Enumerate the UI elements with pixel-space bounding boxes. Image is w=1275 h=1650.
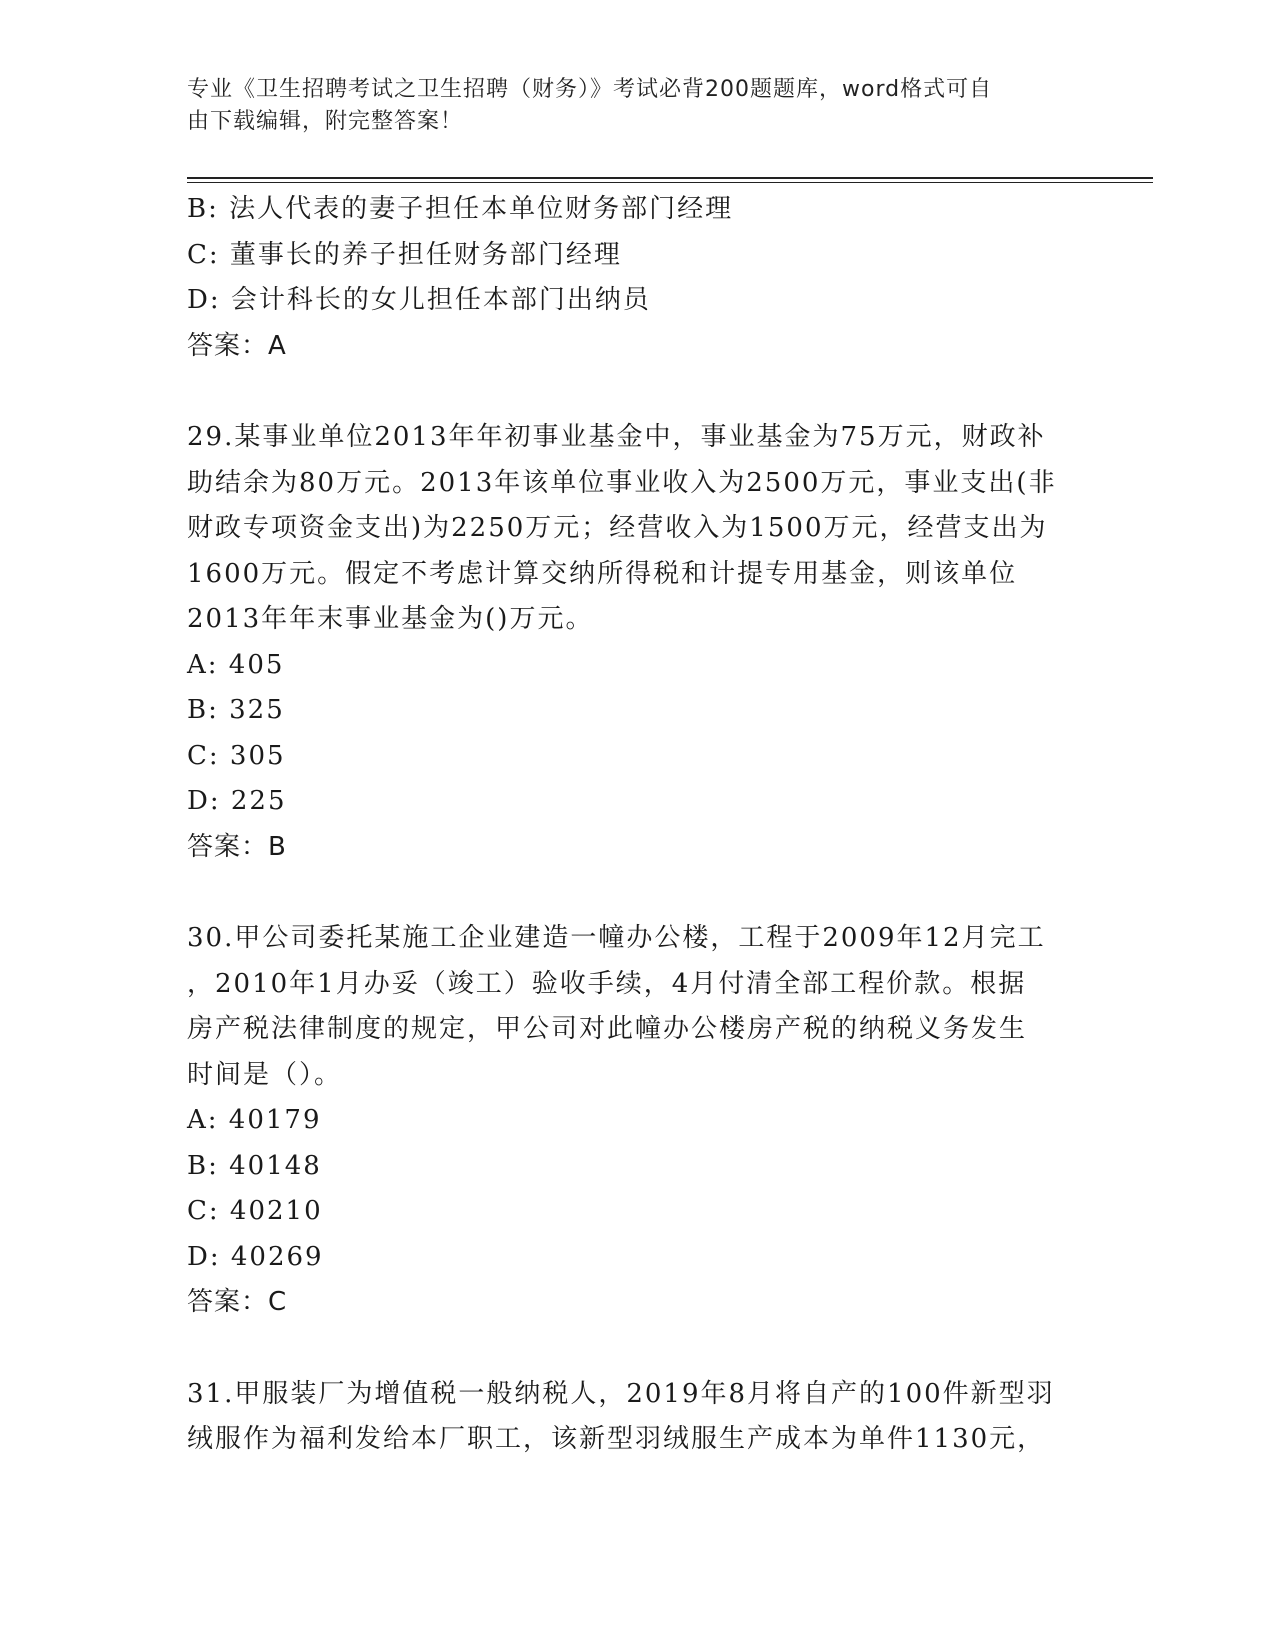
question-gap [187, 1326, 1087, 1372]
question-28 [187, 187, 1087, 369]
question-gap [187, 870, 1087, 916]
stem-line: 31.甲服装厂为增值税一般纳税人，2019年8月将自产的100件新型羽 [187, 1378, 1055, 1409]
stem-line: 30.甲公司委托某施工企业建造一幢办公楼，工程于2009年12月完工 [187, 923, 1046, 953]
stem-line: 绒服作为福利发给本厂职工，该新型羽绒服生产成本为单件1130元， [187, 1424, 1046, 1454]
stem-line: 2013年年末事业基金为()万元。 [187, 604, 594, 634]
answer-line: 答案：A [187, 330, 287, 361]
option-line: C: 40210 [187, 1196, 323, 1226]
answer-line: 答案：C [187, 1287, 288, 1317]
header-line-2: 由下载编辑，附完整答案！ [187, 109, 464, 134]
question-30 [187, 916, 1087, 1326]
option-line: A: 40179 [187, 1105, 322, 1135]
question-gap [187, 369, 1087, 415]
option-line: C: 305 [187, 740, 286, 771]
option-line: C: 董事长的养子担任财务部门经理 [187, 239, 622, 270]
stem-line: 助结余为80万元。2013年该单位事业收入为2500万元，事业支出(非 [187, 467, 1057, 498]
stem-line: 29.某事业单位2013年年初事业基金中，事业基金为75万元，财政补 [187, 422, 1046, 452]
option-line: A: 405 [187, 649, 285, 680]
answer-line: 答案：B [187, 831, 287, 862]
stem-line: 时间是（）。 [187, 1059, 343, 1090]
option-line: B: 325 [187, 695, 285, 725]
stem-line: ，2010年1月办妥（竣工）验收手续，4月付清全部工程价款。根据 [187, 968, 1027, 999]
option-line: B: 40148 [187, 1150, 322, 1181]
option-line: D: 225 [187, 786, 287, 816]
stem-line: 1600万元。假定不考虑计算交纳所得税和计提专用基金，则该单位 [187, 558, 1018, 589]
header-rule-thin [187, 182, 1153, 183]
stem-line: 房产税法律制度的规定，甲公司对此幢办公楼房产税的纳税义务发生 [187, 1014, 1028, 1044]
stem-line: 财政专项资金支出)为2250万元；经营收入为1500万元，经营支出为 [187, 513, 1048, 543]
question-content [187, 187, 1087, 1463]
option-line: D: 40269 [187, 1241, 324, 1272]
question-31 [187, 1372, 1087, 1463]
document-header [187, 74, 1067, 138]
option-line: D: 会计科长的女儿担任本部门出纳员 [187, 285, 651, 315]
option-line: B: 法人代表的妻子担任本单位财务部门经理 [187, 194, 734, 224]
header-rule-thick [187, 177, 1153, 179]
question-29 [187, 415, 1087, 870]
header-line-1: 专业《卫生招聘考试之卫生招聘（财务）》考试必背200题题库，word格式可自 [187, 77, 993, 102]
